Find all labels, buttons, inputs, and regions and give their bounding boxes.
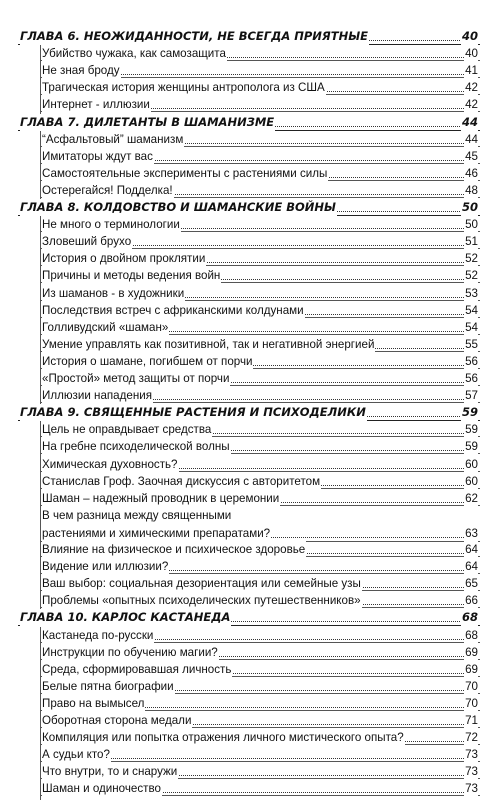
entry-title: Из шаманов - в художники	[42, 286, 185, 300]
page-number: 73	[465, 782, 478, 796]
page-number: 44	[461, 114, 478, 129]
entry-title: Не много о терминологии	[42, 218, 180, 232]
entry-title: Иллюзии нападения	[42, 389, 152, 403]
page-number: 41	[465, 64, 478, 78]
chapter-title: ГЛАВА 6. НЕОЖИДАННОСТИ, НЕ ВСЕГДА ПРИЯТНЫЕ	[20, 29, 369, 43]
page-number: 52	[465, 252, 478, 266]
entry-title-line-2: растениями и химическими препаратами?	[42, 526, 271, 540]
page-number: 59	[461, 405, 478, 420]
entry-title: Умение управлять как позитивной, так и негативной энергией	[42, 337, 375, 351]
entry-title: Убийство чужака, как самозащита	[42, 47, 226, 61]
page-number: 69	[465, 645, 478, 659]
entry-title: Голливудский «шаман»	[42, 320, 169, 334]
entry-title: А судьи кто?	[42, 748, 110, 762]
entry-title: Последствия встреч с африканскими колдунами	[42, 303, 304, 317]
page-number: 64	[465, 560, 478, 574]
chapter-title: ГЛАВА 7. ДИЛЕТАНТЫ В ШАМАНИЗМЕ	[20, 114, 275, 129]
entry-title: Инструкции по обучению магии?	[42, 645, 218, 659]
entry-title: Остерегайся! Подделка!	[42, 183, 173, 197]
page-number: 50	[461, 200, 478, 214]
page-number: 64	[465, 543, 478, 556]
page-number: 56	[465, 354, 478, 368]
page-number: 56	[465, 372, 478, 385]
page-number: 71	[465, 714, 478, 727]
entry-title: «Простой» метод защиты от порчи	[42, 372, 230, 385]
entry-title: Что внутри, то и снаружи	[42, 765, 178, 779]
page-number: 51	[465, 235, 478, 249]
entry-title: Белые пятна биографии	[42, 679, 174, 693]
entry-title: Имитаторы ждут вас	[42, 149, 153, 163]
page-number: 46	[465, 166, 478, 180]
entry-title: Компиляция или попытка отражения личного мистического опыта?	[42, 731, 404, 745]
entry-title: Трагическая история женщины антрополога из США	[42, 81, 325, 95]
page-number: 66	[465, 594, 478, 608]
entry-title: Право на вымысел	[42, 696, 145, 710]
page-number: 54	[465, 320, 478, 334]
entry-title: Проблемы «опытных психоделических путешественников»	[42, 594, 361, 608]
page-number: 42	[465, 98, 478, 112]
entry-title: История о шамане, погибшем от порчи	[42, 354, 253, 368]
entry-title: Химическая духовность?	[42, 457, 178, 471]
page-number: 70	[465, 679, 478, 693]
page-number: 63	[465, 526, 478, 540]
chapter-title: ГЛАВА 10. КАРЛОС КАСТАНЕДА	[20, 610, 231, 625]
page-number: 40	[465, 47, 478, 61]
page-number: 52	[465, 269, 478, 283]
entry-title: Интернет - иллюзии	[42, 98, 150, 112]
page-number: 72	[465, 731, 478, 745]
entry-title: Ваш выбор: социальная дезориентация или семейные узы	[42, 577, 361, 591]
entry-frame-left	[40, 507, 41, 545]
entry-title: Видение или иллюзии?	[42, 560, 169, 574]
entry-title: Шаман и одиночество	[42, 782, 161, 796]
page-number: 45	[465, 149, 478, 163]
page-number: 69	[465, 662, 478, 676]
page-number: 54	[465, 303, 478, 317]
chapter-title: ГЛАВА 9. СВЯЩЕННЫЕ РАСТЕНИЯ И ПСИХОДЕЛИКИ	[20, 405, 366, 420]
page-number: 48	[465, 183, 478, 197]
entry-title: Оборотная сторона медали	[42, 714, 192, 727]
entry-title: “Асфальтовый” шаманизм	[42, 132, 184, 146]
page-number: 44	[465, 132, 478, 146]
entry-title: Влияние на физическое и психическое здоровье	[42, 543, 306, 556]
entry-title: Станислав Гроф. Заочная дискуссия с авторитетом	[42, 474, 321, 488]
page-number: 73	[465, 748, 478, 762]
entry-title: Кастанеда по-русски	[42, 628, 154, 642]
page-number: 55	[465, 337, 478, 351]
entry-title: Причины и методы ведения войн	[42, 269, 221, 283]
entry-title: Самостоятельные эксперименты с растениями силы	[42, 166, 328, 180]
toc-entry	[0, 507, 500, 545]
page-number: 73	[465, 765, 478, 779]
page-number: 59	[465, 423, 478, 437]
page-number: 40	[461, 29, 478, 43]
entry-title: История о двойном проклятии	[42, 252, 206, 266]
page-number: 53	[465, 286, 478, 300]
entry-title: Цель не оправдывает средства	[42, 423, 212, 437]
page-number: 65	[465, 577, 478, 591]
page-number: 68	[461, 610, 478, 625]
page-number: 57	[465, 389, 478, 403]
entry-title: Зловеший брухо	[42, 235, 132, 249]
page-number: 60	[465, 457, 478, 471]
entry-title: Среда, сформировавшая личность	[42, 662, 232, 676]
page-number: 60	[465, 474, 478, 488]
entry-title-line-1: В чем разница между священными	[42, 508, 232, 522]
entry-title: Не зная броду	[42, 64, 120, 78]
entry-frame-left	[40, 780, 41, 800]
page-number: 50	[465, 218, 478, 232]
entry-title: На гребне психоделической волны	[42, 440, 230, 454]
chapter-title: ГЛАВА 8. КОЛДОВСТВО И ШАМАНСКИЕ ВОЙНЫ	[20, 200, 336, 214]
page-number: 70	[465, 696, 478, 710]
page-number: 62	[465, 491, 478, 505]
page-number: 42	[465, 81, 478, 95]
entry-title: Шаман – надежный проводник в церемонии	[42, 491, 280, 505]
toc-entry	[0, 780, 500, 800]
page-number: 59	[465, 440, 478, 454]
page-number: 68	[465, 628, 478, 642]
